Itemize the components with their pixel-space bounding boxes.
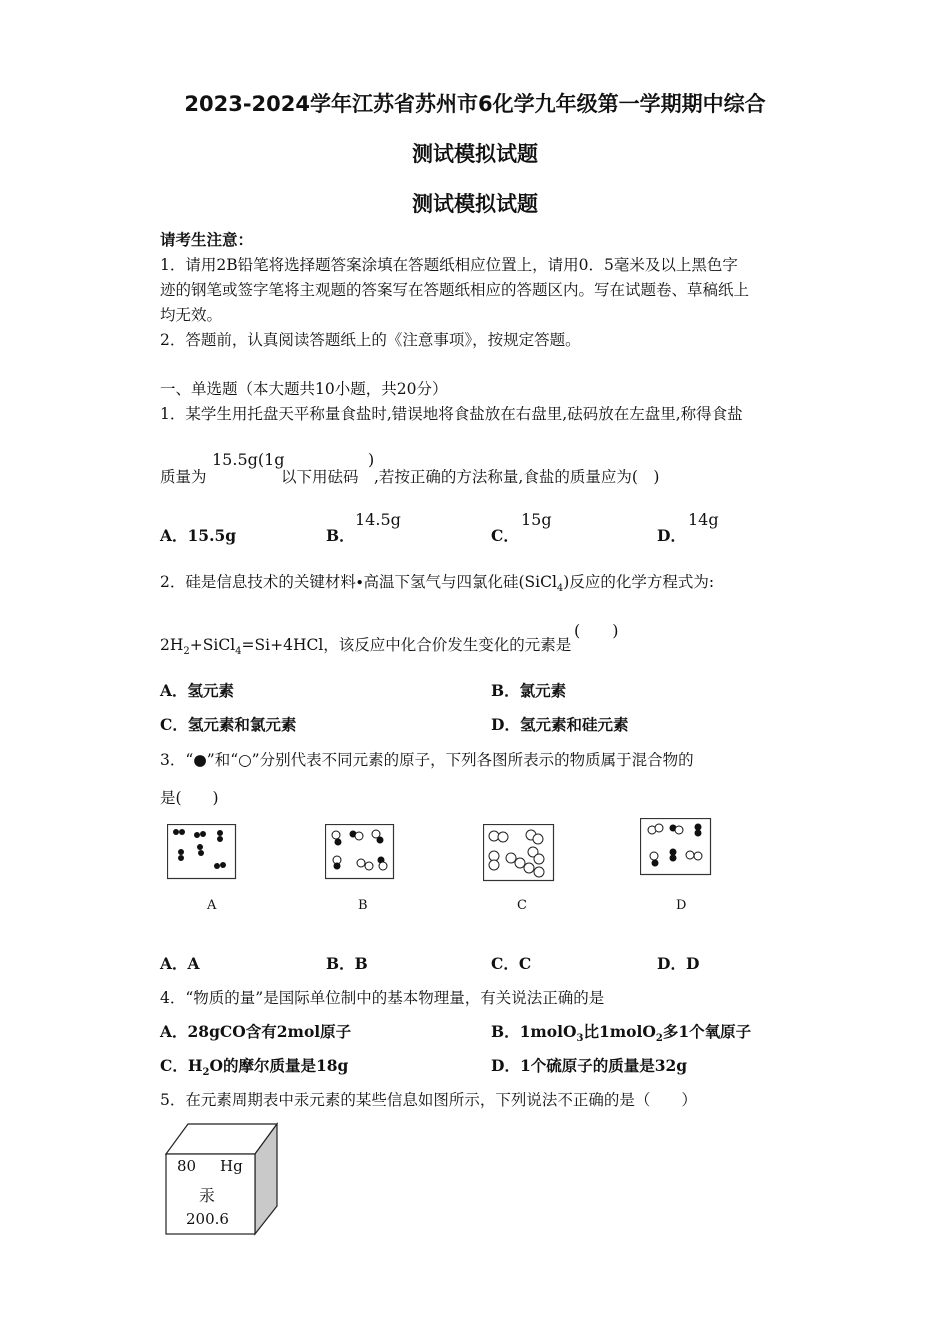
exam-title-line1: 2023-2024学年江苏省苏州市6化学九年级第一学期期中综合 (184, 92, 766, 116)
q1-option-d-value: 14g (688, 510, 719, 529)
q5-atomic-number: 80 (177, 1157, 197, 1175)
q3-option-d: D．D (657, 954, 700, 973)
q3-figure-d (640, 818, 712, 876)
notice-item2: 2．答题前，认真阅读答题纸上的《注意事项》，按规定答题。 (160, 331, 581, 349)
q4-option-c: C．$H_2O$的摩尔质量是18g (160, 1056, 349, 1079)
q1-option-b: B． (326, 526, 355, 545)
q1-stem-line2a: 质量为 (160, 468, 207, 486)
q1-option-c-value: 15g (521, 510, 552, 529)
q3-figure-a-label: A (207, 898, 217, 913)
q1-stem-line2b: 以下用砝码 (281, 468, 359, 486)
q2-option-d: D．氢元素和硅元素 (491, 715, 629, 734)
q3-figure-b-label: B (358, 898, 368, 913)
q1-option-d: D． (657, 526, 686, 545)
notice-heading: 请考生注意： (160, 230, 254, 249)
notice-item1-line3: 均无效。 (160, 306, 223, 324)
q4-option-b: B．1molO$_3$比1molO$_2$多1个氧原子 (491, 1022, 752, 1045)
q5-stem: 5．在元素周期表中汞元素的某些信息如图所示，下列说法不正确的是（ ） (160, 1091, 697, 1109)
q5-atomic-mass: 200.6 (186, 1210, 229, 1228)
q2-answer-paren: ( ) (574, 621, 619, 640)
q1-option-c: C． (491, 526, 519, 545)
q5-element-name: 汞 (199, 1186, 216, 1205)
q4-option-d: D．1个硫原子的质量是32g (491, 1056, 688, 1075)
q4-stem: 4．“物质的量”是国际单位制中的基本物理量，有关说法正确的是 (160, 989, 605, 1007)
q1-option-a: A．15.5g (160, 526, 237, 545)
q1-raised-mass: 15.5g(1g (212, 450, 285, 469)
q1-stem-line1: 1．某学生用托盘天平称量食盐时,错误地将食盐放在右盘里,砝码放在左盘里,称得食盐 (160, 405, 743, 423)
q3-figure-c-label: C (517, 898, 527, 913)
q3-figure-d-label: D (676, 898, 687, 913)
exam-title-line2: 测试模拟试题 (412, 142, 538, 166)
q3-option-c: C．C (491, 954, 532, 973)
q5-element-symbol: Hg (220, 1157, 243, 1175)
q2-option-a: A．氢元素 (160, 681, 235, 700)
notice-item1-line2: 迹的钢笔或签字笔将主观题的答案写在答题纸相应的答题区内。写在试题卷、草稿纸上 (160, 281, 750, 299)
q2-option-b: B．氯元素 (491, 681, 567, 700)
notice-item1-line1: 1．请用2B铅笔将选择题答案涂填在答题纸相应位置上，请用0．5毫米及以上黑色字 (160, 256, 738, 274)
q1-raised-paren: ) (368, 450, 375, 469)
q3-option-a: A．A (160, 954, 200, 973)
q2-option-c: C．氢元素和氯元素 (160, 715, 297, 734)
section1-heading: 一、单选题（本大题共10小题，共20分） (160, 380, 448, 398)
q4-option-a: A．28gCO含有2mol原子 (160, 1022, 352, 1041)
q1-option-b-value: 14.5g (355, 510, 401, 529)
q3-stem-line1: 3．“●”和“○”分别代表不同元素的原子，下列各图所表示的物质属于混合物的 (160, 751, 694, 769)
exam-title-line3: 测试模拟试题 (412, 192, 538, 216)
q3-figure-a (167, 824, 237, 880)
q2-equation-line: $2H_2+SiCl_4=Si+4HCl$，该反应中化合价发生变化的元素是 (160, 636, 572, 658)
q3-figure-c (483, 824, 555, 882)
q2-stem-line1: 2．硅是信息技术的关键材料∙高温下氢气与四氯化硅(SiCl$_4$)反应的化学方程式为: (160, 573, 715, 595)
q3-figure-b (325, 824, 395, 880)
q3-stem-line2: 是( ) (160, 789, 219, 807)
q3-option-b: B．B (326, 954, 368, 973)
q1-stem-line2c: ,若按正确的方法称量,食盐的质量应为( ) (374, 468, 660, 486)
